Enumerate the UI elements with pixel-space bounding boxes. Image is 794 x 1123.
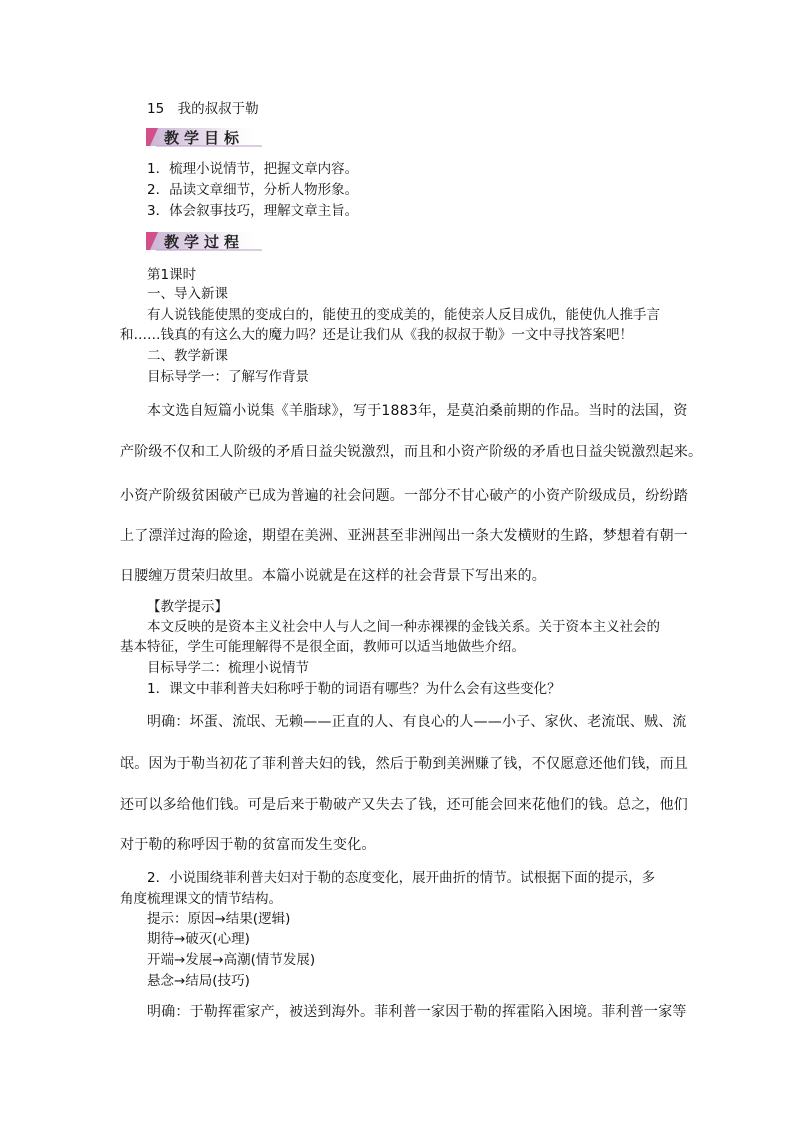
goal-item: 1．梳理小说情节，把握文章内容。	[147, 161, 359, 177]
hint-line: 提示：原因→结果(逻辑)	[147, 911, 291, 927]
banner-teaching-process	[146, 230, 262, 252]
intro-line: 和……钱真的有这么大的魔力吗？还是让我们从《我的叔叔于勒》一文中寻找答案吧！	[120, 327, 633, 343]
background-line: 本文选自短篇小说集《羊脂球》，写于1883年，是莫泊桑前期的作品。当时的法国，资	[147, 403, 688, 419]
goal-item: 2．品读文章细节，分析人物形象。	[147, 182, 359, 198]
period-label: 第1课时	[147, 267, 197, 283]
tip-line: 本文反映的是资本主义社会中人与人之间一种赤裸裸的金钱关系。关于资本主义社会的	[147, 619, 660, 635]
background-line: 小资产阶级贫困破产已成为普遍的社会问题。一部分不甘心破产的小资产阶级成员，纷纷踏	[120, 488, 688, 504]
banner-process-label: 教学过程	[164, 233, 245, 251]
answer-line: 氓。因为于勒当初花了菲利普夫妇的钱，然后于勒到美洲赚了钱，不仅愿意还他们钱，而且	[120, 756, 688, 772]
question-1: 1．课文中菲利普夫妇称呼于勒的词语有哪些？为什么会有这些变化？	[147, 681, 561, 697]
tip-heading: 【教学提示】	[147, 599, 228, 615]
section-heading: 二、教学新课	[147, 348, 228, 364]
answer-line: 明确：于勒挥霍家产，被送到海外。菲利普一家因于勒的挥霍陷入困境。菲利普一家等	[147, 1004, 687, 1020]
question-2: 2．小说围绕菲利普夫妇对于勒的态度变化，展开曲折的情节。试根据下面的提示，多	[147, 870, 656, 886]
banner-goals-label: 教学目标	[164, 129, 245, 147]
section-heading: 一、导入新课	[147, 286, 228, 302]
background-line: 产阶级不仅和工人阶级的矛盾日益尖锐激烈，而且和小资产阶级的矛盾也日益尖锐激烈起来。	[120, 444, 703, 460]
intro-line: 有人说钱能使黑的变成白的，能使丑的变成美的，能使亲人反目成仇，能使仇人推手言	[147, 307, 660, 323]
hint-line: 期待→破灭(心理)	[147, 931, 250, 947]
background-line: 日腰缠万贯荣归故里。本篇小说就是在这样的社会背景下写出来的。	[120, 568, 546, 584]
hint-line: 悬念→结局(技巧)	[147, 973, 250, 989]
hint-line: 开端→发展→高潮(情节发展)	[147, 952, 316, 968]
lesson-title: 15 我的叔叔于勒	[147, 101, 259, 117]
background-line: 上了漂洋过海的险途，期望在美洲、亚洲甚至非洲闯出一条大发横财的生路，梦想着有朝一	[120, 528, 688, 544]
guide-heading: 目标导学二：梳理小说情节	[147, 660, 309, 676]
banner-teaching-goals	[146, 126, 262, 148]
question-2: 角度梳理课文的情节结构。	[120, 891, 282, 907]
guide-heading: 目标导学一：了解写作背景	[147, 369, 309, 385]
answer-line: 明确：坏蛋、流氓、无赖——正直的人、有良心的人——小子、家伙、老流氓、贼、流	[147, 714, 687, 730]
answer-line: 对于勒的称呼因于勒的贫富而发生变化。	[120, 837, 376, 853]
tip-line: 基本特征，学生可能理解得不是很全面，教师可以适当地做些介绍。	[120, 639, 525, 655]
goal-item: 3．体会叙事技巧，理解文章主旨。	[147, 203, 359, 219]
answer-line: 还可以多给他们钱。可是后来于勒破产又失去了钱，还可能会回来花他们的钱。总之，他们	[120, 797, 688, 813]
